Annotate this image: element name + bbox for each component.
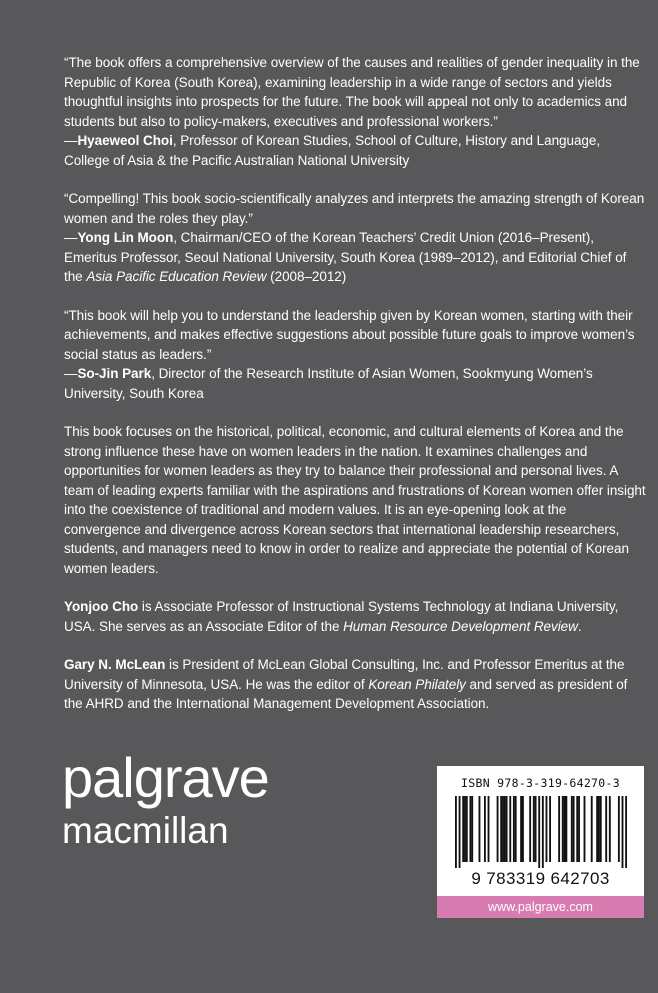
em-dash: — [64, 230, 78, 245]
barcode-bar [515, 796, 517, 862]
author-bio-end: and served as president of the AHRD and the International Management Development Association. [64, 676, 628, 711]
endorsement-2 [64, 189, 646, 287]
barcode-bar [455, 796, 457, 868]
publisher-url[interactable]: www.palgrave.com [437, 896, 644, 918]
endorsement-quote: “Compelling! This book socio-scientifically analyzes and interprets the amazing strength of Korean women and the roles they play.” [64, 191, 645, 226]
author-bio-1 [64, 597, 646, 636]
barcode-bar [479, 796, 481, 862]
barcode-bar [584, 796, 586, 862]
publisher-logo-line2: macmillan [62, 810, 229, 851]
barcode-bar [546, 796, 548, 862]
barcode-bar [520, 796, 522, 862]
barcode-bars [455, 796, 627, 868]
endorser-name: Yong Lin Moon [77, 230, 174, 245]
barcode-bar [598, 796, 600, 862]
endorser-affiliation: , Professor of Korean Studies, School of Culture, History and Language, College of Asia & the Pacific Australian National University [64, 133, 601, 168]
author-bio-end: . [577, 618, 582, 634]
endorsement-quote: “The book offers a comprehensive overview of the causes and realities of gender inequality in the Republic of Korea (South Korea), examining leadership in a wide range of sectors and yields thoughtful insights into prospects for the future. The book will appeal not only to academics and students but also to policy-makers, executives and professional workers.” [64, 55, 640, 129]
barcode-bar [596, 796, 598, 862]
isbn-barcode [437, 766, 644, 896]
barcode-bar [529, 796, 531, 862]
barcode-bar [564, 796, 566, 862]
endorser-affiliation: , Chairman/CEO of the Korean Teachers’ Credit Union (2016–Present), Emeritus Professor, Seoul National University, South Korea (1989–2012), and Editorial Chief of the [64, 230, 627, 284]
barcode-bar [462, 796, 464, 862]
barcode-bar [522, 796, 524, 862]
barcode-bar [562, 796, 564, 862]
barcode-bar [605, 796, 607, 862]
barcode-bar [488, 796, 490, 862]
publisher-logo-line1: palgrave [62, 746, 269, 809]
author-name: Gary N. McLean [64, 657, 166, 672]
barcode-bar [502, 796, 504, 862]
barcode-bar [565, 796, 567, 862]
endorsement-quote: “This book will help you to understand the leadership given by Korean women, starting with their achievements, and makes effective suggestions about possible future goals to improve women’s social status as leaders.” [64, 307, 635, 362]
barcode-bar [542, 796, 544, 868]
author-bio-text [64, 655, 646, 714]
barcode-bar [513, 796, 515, 862]
barcode-bar [497, 796, 499, 862]
author-bio: is Associate Professor of Instructional Systems Technology at Indiana University, USA. She serves as an Associate Editor of the [64, 599, 619, 634]
journal-title: Human Resource Development Review [343, 618, 578, 634]
barcode-bar [625, 796, 627, 868]
endorser-name: So-Jin Park [77, 366, 152, 381]
barcode-bar [484, 796, 486, 862]
barcode-bar [466, 796, 468, 862]
endorser-affiliation-end: (2008–2012) [266, 269, 347, 284]
barcode-bar [549, 796, 551, 862]
barcode-bar [591, 796, 593, 862]
endorsement-attribution [64, 364, 646, 403]
barcode-bar [622, 796, 624, 868]
publisher-logo [62, 748, 269, 852]
book-description [64, 422, 646, 578]
barcode-bar [464, 796, 466, 862]
back-cover-text [64, 53, 646, 733]
author-bio-text [64, 597, 646, 636]
endorsement-1 [64, 53, 646, 170]
barcode-bar [618, 796, 620, 862]
barcode-bar [609, 796, 611, 862]
em-dash: — [64, 366, 78, 381]
barcode-bar [576, 796, 578, 862]
barcode-bar [535, 796, 537, 862]
endorsement-3 [64, 306, 646, 404]
barcode-digits: 9 783319 642703 [471, 869, 610, 888]
barcode-bar [471, 796, 473, 862]
barcode-bar [573, 796, 575, 862]
isbn-label: ISBN 978-3-319-64270-3 [461, 776, 620, 790]
barcode-bar [504, 796, 506, 862]
barcode-bar [459, 796, 461, 868]
endorsement-attribution [64, 131, 646, 170]
barcode-bar [600, 796, 602, 862]
endorser-name: Hyaeweol Choi [77, 133, 173, 148]
author-bio-2 [64, 655, 646, 714]
barcode-bar [509, 796, 511, 862]
barcode-bar [500, 796, 502, 862]
journal-title: Asia Pacific Education Review [86, 269, 267, 284]
barcode-bar [469, 796, 471, 862]
barcode-bar [558, 796, 560, 862]
barcode-bar [571, 796, 573, 862]
author-bio: is President of McLean Global Consulting, Inc. and Professor Emeritus at the University of Minnesota, USA. He was the editor of [64, 657, 625, 692]
author-name: Yonjoo Cho [64, 599, 139, 614]
barcode-bar [533, 796, 535, 862]
description-text: This book focuses on the historical, political, economic, and cultural elements of Korea and the strong influence these have on women leaders in the nation. It examines challenges and opportunities for women leaders as they try to balance their professional and personal lives. A team of leading experts familiar with the aspirations and frustrations of Korean women offer insight into the coexistence of traditional and modern values. It is an eye-opening look at the convergence and divergence across Korean sectors that international leadership researchers, students, and managers need to know in order to realize and appreciate the potential of Korean women leaders. [64, 424, 646, 576]
barcode-bar [506, 796, 508, 862]
endorsement-attribution [64, 228, 646, 287]
endorser-affiliation: , Director of the Research Institute of Asian Women, Sookmyung Women’s University, South Korea [64, 366, 593, 401]
barcode-bar [578, 796, 580, 862]
em-dash: — [64, 133, 78, 148]
barcode-bar [538, 796, 540, 868]
journal-title: Korean Philately [368, 676, 466, 692]
